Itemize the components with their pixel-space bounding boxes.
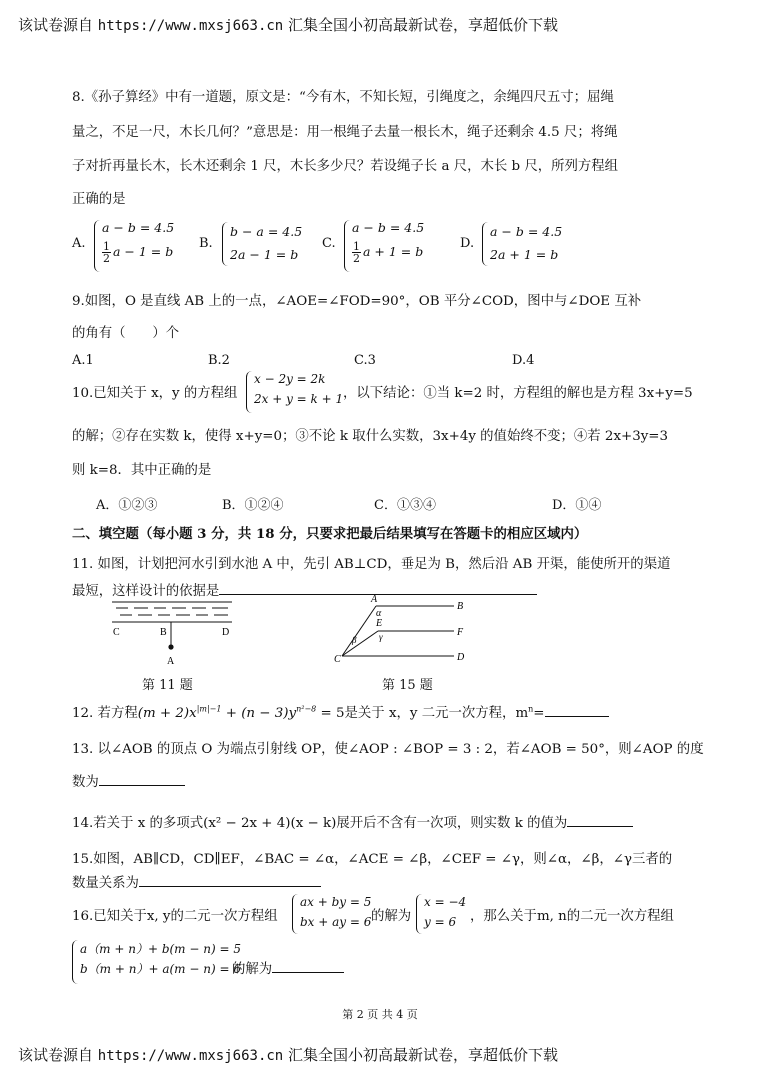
figure-11	[108, 594, 238, 668]
q15-line1: 15.如图，AB∥CD，CD∥EF，∠BAC = ∠α，∠ACE = ∠β，∠CEF = ∠γ，则∠α，∠β，∠γ三者的	[72, 852, 673, 867]
q10-option-c: C．①③④	[374, 498, 436, 513]
q10-prefix: 10.已知关于 x，y 的方程组	[72, 386, 238, 401]
footer-slogan: 汇集全国小初高最新试卷，享超低价下载	[288, 1046, 559, 1064]
answer-blank[interactable]	[567, 826, 633, 827]
label-e: E	[376, 618, 383, 629]
q8-option-b-label: B.	[199, 236, 213, 251]
q13-line2	[72, 771, 185, 790]
q9-option-d: D.4	[512, 353, 535, 368]
header-url[interactable]: https://www.mxsj663.cn	[97, 18, 284, 34]
eq: 2x + y = k + 1	[254, 392, 344, 406]
label-c: C	[113, 627, 120, 638]
label-beta: β	[352, 635, 357, 645]
eq: bx + ay = 6	[300, 915, 372, 929]
eq: x = −4	[424, 895, 467, 909]
figure-11-caption: 第 11 题	[142, 678, 193, 693]
q10-option-a: A．①②③	[96, 498, 158, 513]
q13-line2-text: 数为	[72, 775, 99, 790]
brace	[72, 940, 79, 984]
eq: a − b = 4.5	[352, 220, 425, 235]
q16-mid: 的解为	[371, 909, 412, 924]
q8-option-a-label: A.	[72, 236, 86, 251]
label-a: A	[167, 656, 175, 667]
q11-line1: 11. 如图，计划把河水引到水池 A 中，先引 AB⊥CD，垂足为 B，然后沿 AB 开渠，能使所开的渠道	[72, 557, 671, 572]
answer-blank[interactable]	[139, 886, 321, 887]
exponent: n²−8	[296, 704, 317, 714]
fraction-num: 1	[103, 239, 110, 253]
brace	[292, 894, 299, 934]
q16-tail	[232, 958, 344, 977]
footer-banner	[18, 1044, 558, 1065]
eq: 2a − 1 = b	[230, 246, 299, 262]
q8-line4: 正确的是	[72, 192, 126, 207]
q9-line2: 的角有（ ）个	[72, 326, 180, 341]
label-a: A	[371, 594, 378, 605]
q8-option-d-system	[490, 226, 562, 261]
q10-system	[254, 373, 343, 405]
q8-option-d-label: D.	[460, 236, 475, 251]
footer-prefix: 该试卷源自	[18, 1046, 94, 1064]
label-d: D	[457, 652, 465, 663]
pool-point-a	[168, 644, 173, 649]
q10-option-d: D．①④	[552, 498, 602, 513]
q16-system-2	[80, 943, 241, 975]
q8-line3: 子对折再量长木，长木还剩余 1 尺，木长多少尺？若设绳子长 a 尺，木长 b 尺，所列方程组	[72, 159, 619, 174]
eq: a + 1 = b	[363, 243, 424, 259]
fraction-den: 2	[103, 251, 110, 265]
q10-line2: 的解；②存在实数 k，使得 x+y=0；③不论 k 取什么实数，3x+4y 的值始终不变；④若 2x+3y=3	[72, 429, 669, 444]
q12-prefix: 12. 若方程	[72, 706, 138, 721]
q12-tail: =	[533, 706, 545, 721]
q11-line2-text: 最短，这样设计的依据是	[72, 584, 220, 599]
q8-option-a-system	[102, 222, 174, 264]
exponent: |m|−1	[196, 704, 222, 714]
q16-suffix: ，那么关于m, n的二元一次方程组	[470, 909, 674, 924]
brace	[482, 222, 489, 266]
q10-suffix: ，以下结论：①当 k=2 时，方程组的解也是方程 3x+y=5	[343, 386, 693, 401]
eq: = 5	[316, 706, 345, 721]
eq: a − 1 = b	[113, 243, 174, 259]
brace	[94, 220, 101, 272]
label-b: B	[160, 627, 167, 638]
label-d: D	[222, 627, 230, 638]
brace	[222, 222, 229, 266]
eq: y = 6	[424, 915, 457, 929]
footer-url[interactable]: https://www.mxsj663.cn	[97, 1048, 284, 1064]
figure-15	[326, 592, 476, 668]
fraction	[352, 241, 361, 264]
q9-option-b: B.2	[208, 353, 230, 368]
eq: ax + by = 5	[300, 895, 372, 909]
q15-line2	[72, 872, 321, 891]
eq: a（m + n）+ b(m − n) = 5	[80, 942, 241, 956]
label-b: B	[457, 601, 464, 612]
q12-suffix: 是关于 x，y 二元一次方程，m	[344, 706, 529, 721]
eq: x − 2y = 2k	[254, 372, 326, 386]
q8-option-b-system	[230, 226, 302, 261]
fraction	[102, 241, 111, 264]
q10-line3: 则 k=8．其中正确的是	[72, 463, 212, 478]
q16-solution	[424, 896, 466, 928]
section-2-heading: 二、填空题（每小题 3 分，共 18 分，只要求把最后结果填写在答题卡的相应区域内）	[72, 526, 588, 542]
brace	[416, 894, 423, 934]
eq: (m + 2)x	[137, 706, 197, 721]
q16-system-1	[300, 896, 371, 928]
fraction-den: 2	[353, 251, 360, 265]
eq: b − a = 4.5	[230, 224, 303, 239]
fraction-num: 1	[353, 239, 360, 253]
q9-line1: 9.如图，O 是直线 AB 上的一点，∠AOE=∠FOD=90°，OB 平分∠COD，图中与∠DOE 互补	[72, 294, 642, 309]
answer-blank[interactable]	[545, 716, 609, 717]
segment-ca	[342, 606, 376, 656]
q8-line2: 量之，不足一尺，木长几何？”意思是：用一根绳子去量一根长木，绳子还剩余 4.5 尺；将绳	[72, 125, 618, 140]
label-f: F	[457, 627, 464, 638]
q9-option-c: C.3	[354, 353, 376, 368]
eq: b（m + n）+ a(m − n) = 6	[80, 962, 241, 976]
header-slogan: 汇集全国小初高最新试卷，享超低价下载	[288, 16, 559, 34]
q12	[72, 702, 609, 721]
page-number: 第 2 页 共 4 页	[342, 1008, 418, 1021]
eq: 2a + 1 = b	[490, 246, 559, 262]
q13-line1: 13. 以∠AOB 的顶点 O 为端点引射线 OP，使∠AOP : ∠BOP = 3 : 2，若∠AOB = 50°，则∠AOP 的度	[72, 742, 704, 757]
q15-line2-text: 数量关系为	[72, 876, 139, 891]
q8-option-c-system	[352, 222, 424, 264]
answer-blank[interactable]	[99, 785, 185, 786]
figure-15-caption: 第 15 题	[382, 678, 433, 693]
q10-option-b: B．①②④	[222, 498, 284, 513]
q8-line1: 8.《孙子算经》中有一道题，原文是：“今有木，不知长短，引绳度之，余绳四尺五寸；屈绳	[72, 90, 614, 105]
label-alpha: α	[376, 608, 382, 619]
eq: a − b = 4.5	[490, 224, 563, 239]
label-c: C	[334, 654, 341, 665]
answer-blank[interactable]	[272, 972, 344, 973]
q14	[72, 812, 633, 831]
q16-tail-text: 的解为	[232, 962, 273, 977]
segment-ce	[342, 631, 378, 656]
eq: + (n − 3)y	[221, 706, 297, 721]
header-prefix: 该试卷源自	[18, 16, 94, 34]
eq: a − b = 4.5	[102, 220, 175, 235]
exponent: n	[528, 704, 534, 714]
q16-prefix: 16.已知关于x, y的二元一次方程组	[72, 909, 278, 924]
q9-option-a: A.1	[72, 353, 94, 368]
q8-option-c-label: C.	[322, 236, 336, 251]
q14-text: 14.若关于 x 的多项式(x² − 2x + 4)(x − k)展开后不含有一次项，则实数 k 的值为	[72, 816, 568, 831]
header-banner	[18, 14, 558, 35]
brace	[344, 220, 351, 272]
label-gamma: γ	[379, 632, 383, 642]
brace	[246, 371, 253, 413]
